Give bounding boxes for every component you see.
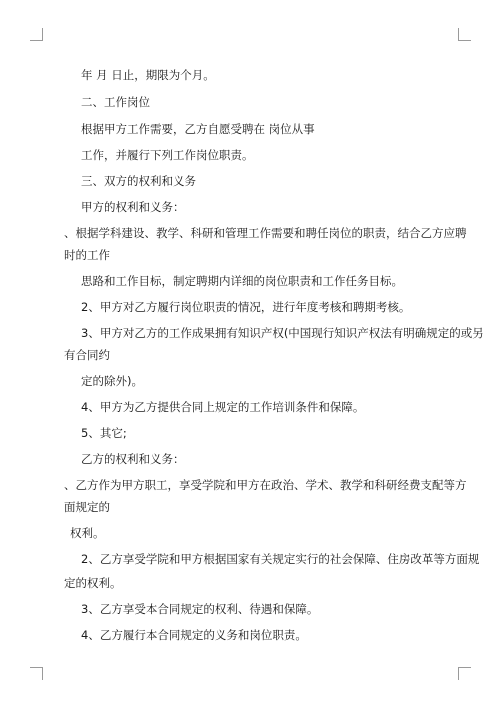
crop-mark-top-left (30, 28, 43, 41)
text-line: 5、其它; (81, 426, 127, 440)
text-line: 工作，并履行下列工作岗位职责。 (81, 148, 254, 162)
section-heading-job-position: 二、工作岗位 (81, 95, 150, 109)
text-line: 2、乙方享受学院和甲方根据国家有关规定实行的社会保障、住房改革等方面规 (81, 552, 480, 566)
text-line: 定的权利。 (64, 576, 122, 590)
text-line: 4、乙方履行本合同规定的义务和岗位职责。 (81, 628, 307, 642)
text-line: 4、甲方为乙方提供合同上规定的工作培训条件和保障。 (81, 400, 365, 414)
crop-mark-bottom-left (30, 667, 43, 680)
text-line: 3、甲方对乙方的工作成果拥有知识产权(中国现行知识产权法有明确规定的或另 (81, 326, 484, 340)
text-line: 、根据学科建设、教学、科研和管理工作需要和聘任岗位的职责，结合乙方应聘 (64, 226, 467, 240)
subheading-party-a: 甲方的权利和义务： (81, 200, 185, 214)
text-line: 2、甲方对乙方履行岗位职责的情况，进行年度考核和聘期考核。 (81, 300, 411, 314)
crop-mark-top-right (458, 28, 471, 41)
crop-mark-bottom-right (458, 667, 471, 680)
text-line: 有合同约 (64, 348, 110, 362)
text-line: 时的工作 (64, 248, 110, 262)
text-line: 根据甲方工作需要，乙方自愿受聘在 岗位从事 (81, 122, 315, 136)
subheading-party-b: 乙方的权利和义务： (81, 452, 185, 466)
text-line: 定的除外)。 (81, 374, 143, 388)
text-line: 年 月 日止，期限为个月。 (81, 68, 215, 82)
text-line: 思路和工作目标，制定聘期内详细的岗位职责和工作任务目标。 (81, 274, 403, 288)
section-heading-rights-obligations: 三、双方的权利和义务 (81, 174, 196, 188)
text-line: 3、乙方享受本合同规定的权利、待遇和保障。 (81, 602, 319, 616)
text-line: 权利。 (70, 526, 105, 540)
text-line: 面规定的 (64, 500, 110, 514)
text-line: 、乙方作为甲方职工，享受学院和甲方在政治、学术、教学和科研经费支配等方 (64, 478, 467, 492)
